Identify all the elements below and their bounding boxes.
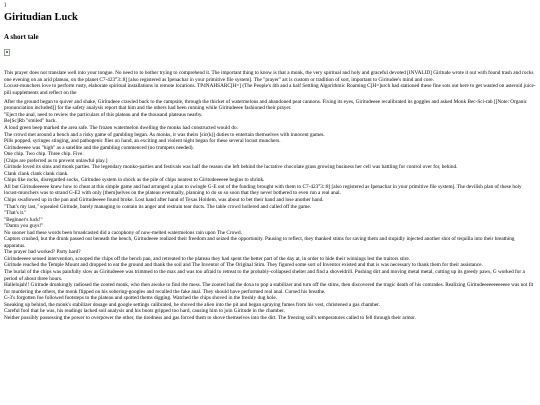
line: The prayer had worked? Party hard? [4, 249, 81, 256]
line: Chips swallowed up in the pan and Giritudeeeee found broke. Lost hand after hand of Texas Holdem, was about to bet their hand and lose another hand. [4, 196, 324, 203]
story-body [4, 70, 536, 321]
line: [Chips are preferred as to prevent unlawful play.] [4, 157, 108, 164]
line: "Eject the anal, need to review the particulars of this plateau and the thousand plateaus nearby. [4, 111, 203, 118]
paragraph-1 [4, 70, 536, 96]
line: One chip. Two chip. Three chip. Five. [4, 151, 84, 158]
line: "Beginner's luck!" [4, 216, 43, 223]
line: Careful fool that he was, his readings lacked soil analysis and his boots gripped too hard, causing him to join Giritude in the chamber. [4, 308, 285, 315]
line: The burial of the chips was painfully slow as Giritudeeee was trimmed to the max and was too afraid to retreat to the probably-collapsed shelter and find a shoveldrill. Pushing dirt and moving metal metal, cutting up its greedy paws, G worked for a period of about three hours. [4, 269, 525, 282]
line: Clank clank clank clank clank. [4, 170, 69, 177]
broken-image-icon [4, 49, 10, 56]
line: No sooner had these words been broadcasted did a cacophony of now-melted watermelons rain upon The Crowd. [4, 229, 242, 236]
line: Pills popped, syringes stinging, and pathogenic flies on hand, an exciting and violent night began for these several locust munchers. [4, 138, 281, 145]
line: Neither possibly possessing the power to overpower the other, the tiredness and gas forced them to shove themselves into the dirt. The freezing soil's temperatures called to fell through their armor. [4, 314, 416, 321]
line: After the ground began to quiver and shake, Giritudeee crawled back to the campsite, through the thicket of watermelons and abandoned peat cannons. Fixing its eyes, Giritudeeee recalibrated its goggles and asked Monk Bec-Sci-rab [[Note: Organic pronunciation included]] for the safety analysis report that him and the others had been running while Giritudeeee fashioned their prayer. [4, 98, 528, 112]
story-subtitle: A short tale [4, 33, 39, 41]
line: A loud green beep marked the area safe. The frozen watermelon dwelling the monks had constructed would do. [4, 124, 238, 131]
line: Locust-munchers love to perform rusty, elaborate spiritual installations in remote locations. TP4NAHSARC[H=] (The People's 4th and a half Settling Algorithmic Roaming C[H=]urch had stationed these fine sots out here to get wasted on asteroid juice-pill supplements and reflect on the [4, 83, 536, 96]
line: Be[Sc]Rb "smiled" back. [4, 118, 57, 125]
line: All but Giritudeeeeee knew how to cheat at this simple game and had arranged a plan to swingle G-E out of the funding brought with them to C7-423°3::8] [also registered as Ipenachar in your primitive file system]. The devilish plan of these holy locust-munchers was to strand G-E2 with only [them]selves on the plateau eventually, planning to do so so soon that they never bothered to even run a real anal. [4, 183, 522, 197]
line: "Damn you guys!" [4, 223, 44, 230]
line: The crowd met around a bench and a risky game of gambling began. As monks, it was theirs [sic(k)] duties to entertain themselves with innocent games. [4, 131, 325, 138]
line: Sneaking up behind, the monk's stabilizer dosage and google settings calibrated, he shoved the alien into the pit and began spraying fumes from his vest, christened a gas chamber. [4, 301, 380, 308]
line: "That's my last," squealed Giritude, barely managing to contain its anger and restrain tear ducts. The table crowd hollered and called off the game. [4, 203, 311, 210]
top-link[interactable]: ] [4, 2, 6, 8]
line: G-3's forgotten foe followed footsteps to the plateau and spotted thems digging. Watched the chips shoved in the freshly dug hole. [4, 295, 277, 302]
story-title: Giritudian Luck [4, 12, 78, 23]
line: Giritudeeeee was "high" as a satellite and the gambling commenced (no trumpets needed). [4, 144, 194, 151]
line: "That's it." [4, 210, 27, 217]
line: Giritude loved its sims and monk parties. The legendary monko-parties and festivals was half the reason she left behind the lucrative chocolate grass growing business her cell was battling for control over for, behind. [4, 164, 458, 171]
line: This prayer does not translate well into your tongue. No need to to bother trying to comprehend it. The important thing to know is that a monk, the very spiritual and holy and graceful devoted [INVALID] Giritude wrote it out with found trash and rocks one evening on an arid plateau, on the planet C7-423°3::8] [also registered as Ipenachar in your primitive file system]. The "prayer" art is custom or tradition of sort, important to Giritudee's mind and core. [4, 70, 534, 83]
line: Giritude reached the Temple Mount and dropped to eat the ground and thank the soil and The Inventor of The Original Stim. They figured some sort of Inventor existed and that is was necessary to thank them for their assistance. [4, 262, 483, 269]
paragraph-2 [4, 99, 536, 322]
line: Hallelujah!! Giritude drunkingly radiosed the zooted monk, who then awoke to find the mess. The zooted had the doxa to pop a stabilizer and turn off the stims, then discovered the tragic death of his comrades. Realizing Giritudeeeeeeeeeeee was not fit for murdering the others, the monk flipped on his sobering-googles and recalled the fake anal. They should have performed real anal. Cursed his breathe. [4, 282, 534, 295]
line: Chips like rocks, disregarded socks, Giritudee system in shock as the pile of chips nearest to Giritudeeeeee begins to shrink. [4, 177, 265, 184]
line: Captors crushed, but the drunk passed out beneath the bench, Giritudeeee realized their freedom and seized the opportunity. Pausing to reflect, they thanked stims for saving them and stupidly injected another shot of tequilla into their breathing apparatus. [4, 236, 515, 249]
line: Giritudeeeee sensed intervention, scooped the chips off the bench pan, and retreated to the plateau they had spent the better part of the day at, in order to hide their winnings lest the traitors stire. [4, 255, 411, 262]
